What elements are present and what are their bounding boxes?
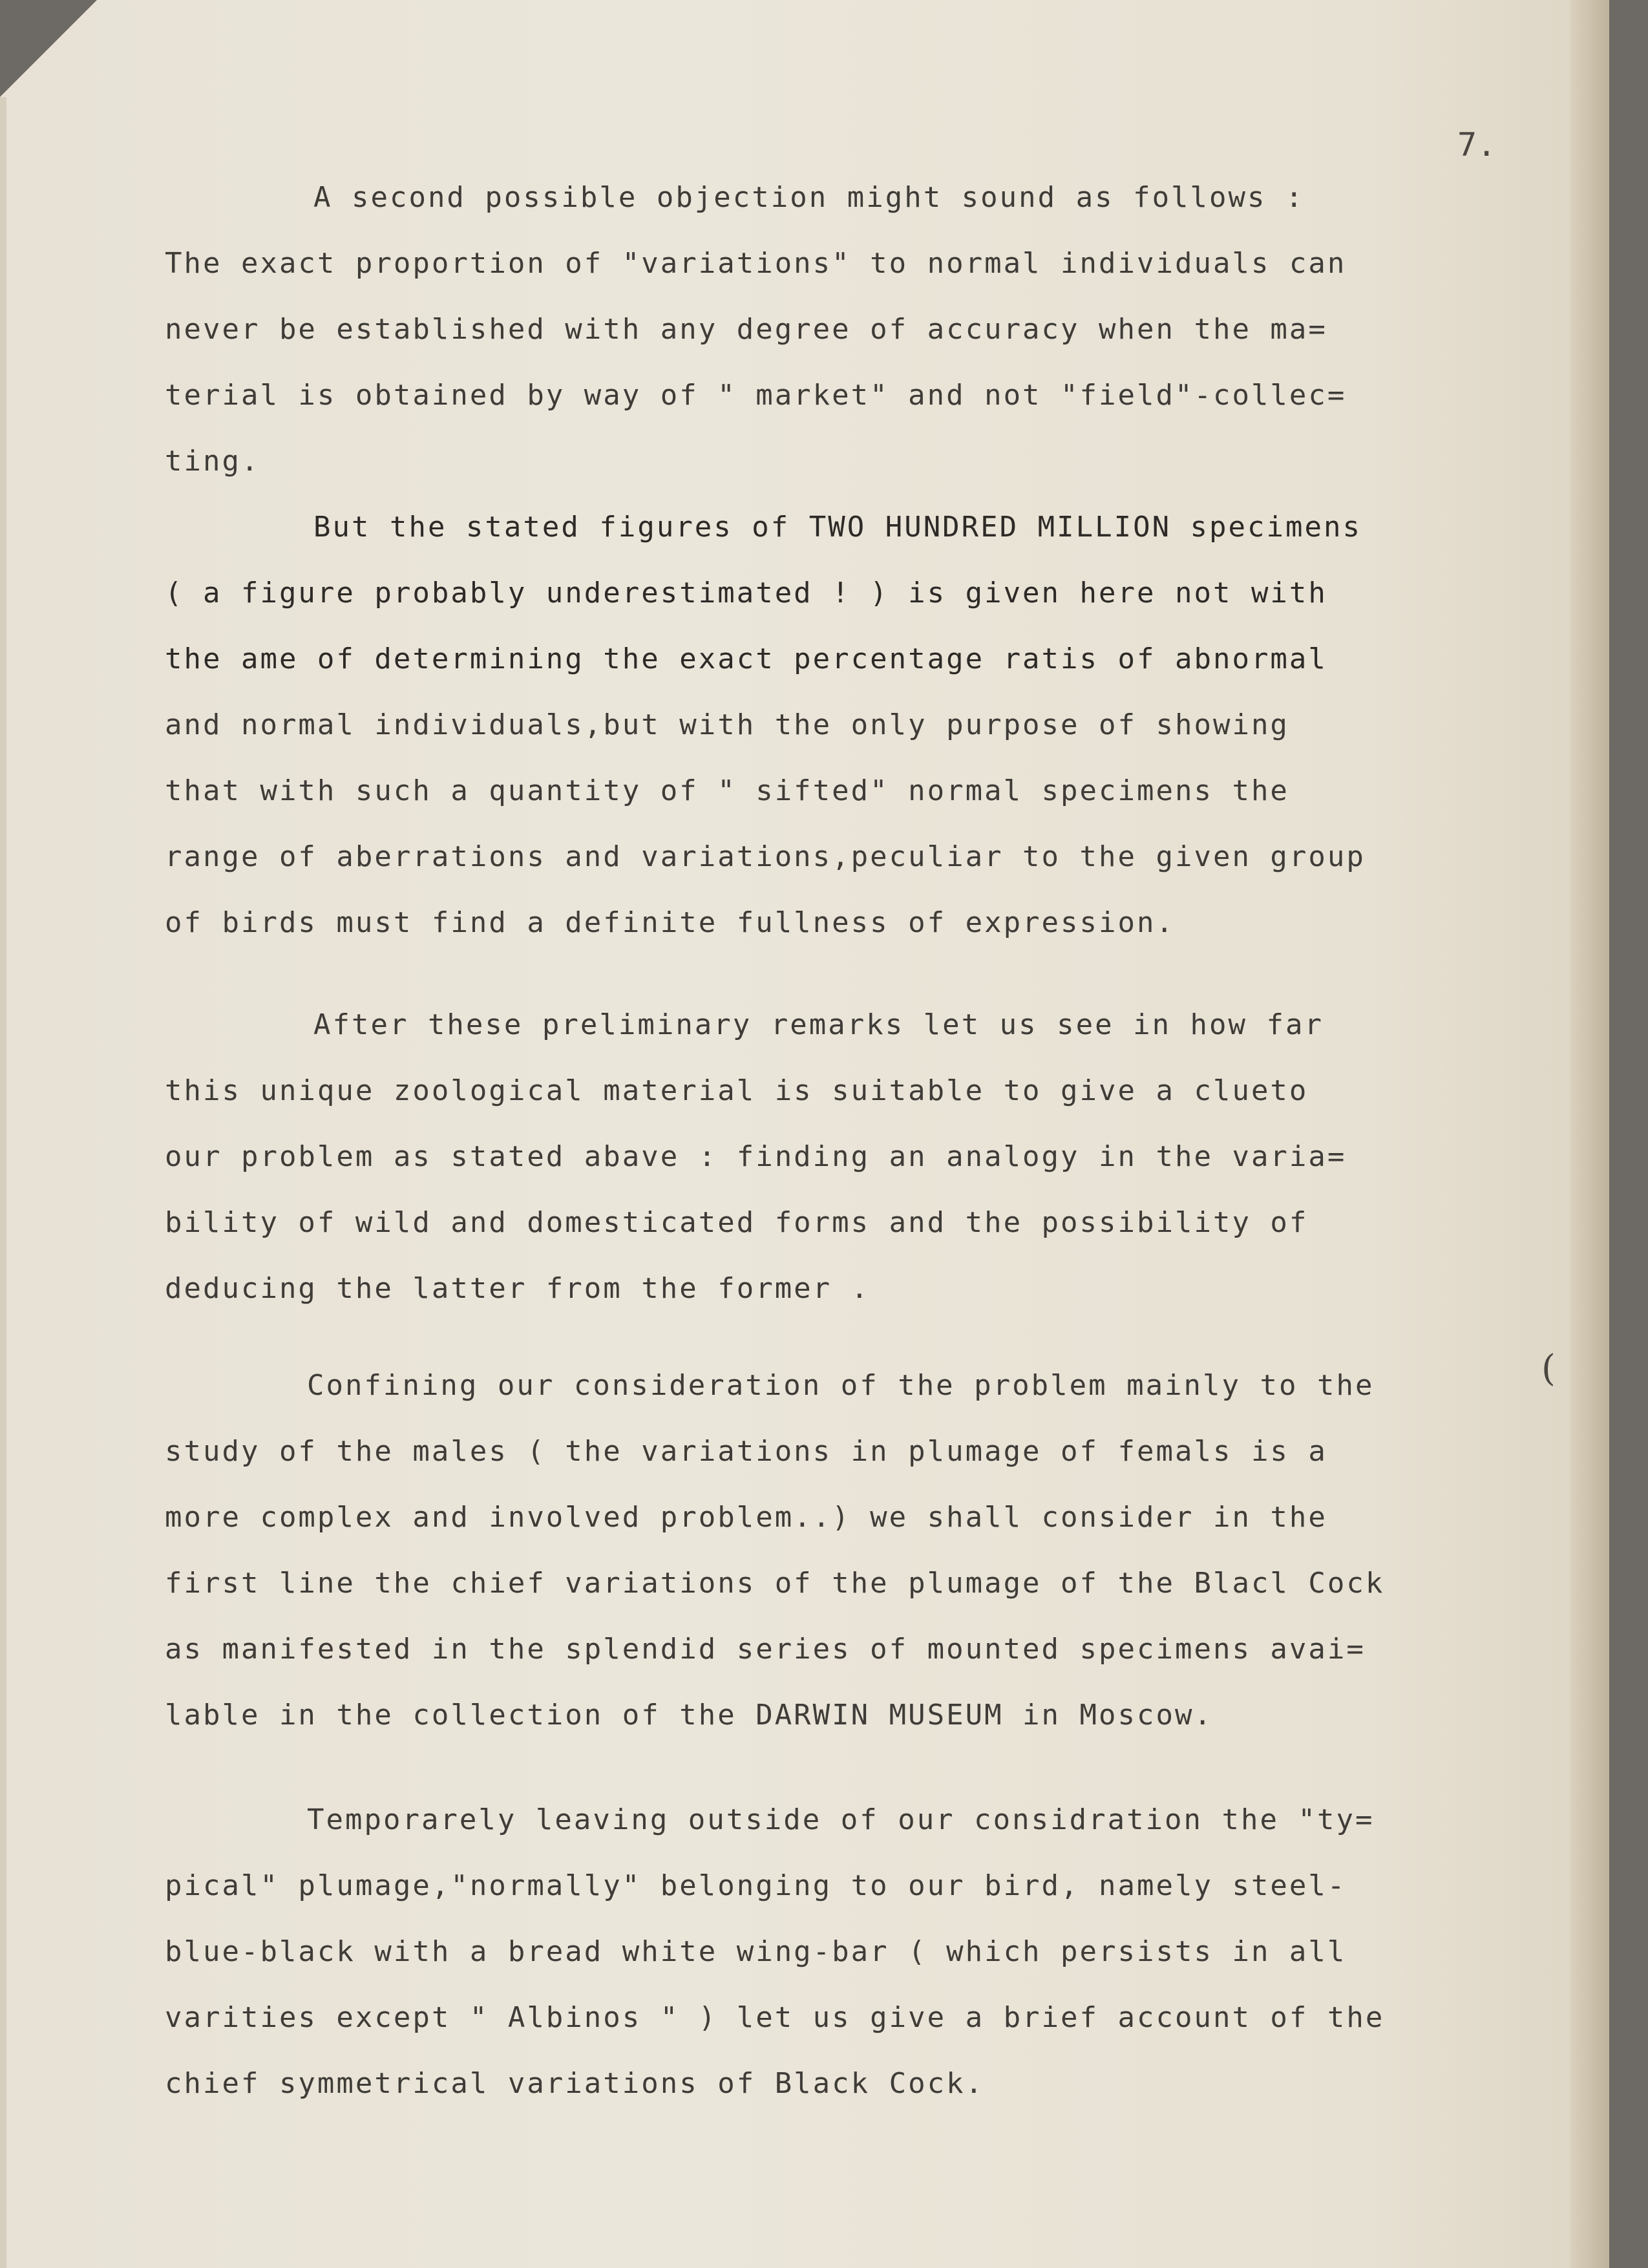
text-line: the ame of determining the exact percentage ratis of abnormal [165,642,1327,675]
text-line: Temporarely leaving outside of our considration the "ty= [307,1803,1375,1836]
text-line: But the stated figures of TWO HUNDRED MILLION specimens [313,511,1362,544]
text-line: our problem as stated abave : finding an analogy in the varia= [165,1140,1347,1173]
text-line: blue-black with a bread white wing-bar ( which persists in all [165,1935,1347,1968]
text-line: Confining our consideration of the problem mainly to the [307,1369,1375,1402]
text-line: as manifested in the splendid series of mounted specimens avai= [165,1633,1366,1666]
text-line: deducing the latter from the former . [165,1272,871,1305]
text-line: A second possible objection might sound as follows : [313,181,1305,214]
text-line: ting. [165,445,260,478]
text-line: this unique zoological material is suitable to give a clueto [165,1074,1309,1107]
text-line: terial is obtained by way of " market" and not "field"-collec= [165,379,1347,412]
text-line: that with such a quantity of " sifted" normal specimens the [165,774,1289,807]
text-line: and normal individuals,but with the only purpose of showing [165,708,1289,741]
text-line: lable in the collection of the DARWIN MUSEUM in Moscow. [165,1699,1213,1732]
text-line: never be established with any degree of accuracy when the ma= [165,313,1327,346]
text-line: After these preliminary remarks let us see in how far [313,1008,1324,1041]
text-line: first line the chief variations of the plumage of the Blacl Cock [165,1567,1385,1600]
text-line: pical" plumage,"normally" belonging to our bird, namely steel- [165,1869,1347,1902]
margin-mark: ( [1541,1348,1556,1390]
text-line: study of the males ( the variations in plumage of femals is a [165,1435,1327,1468]
text-line: range of aberrations and variations,peculiar to the given group [165,840,1366,873]
text-line: The exact proportion of "variations" to normal individuals can [165,247,1347,280]
text-line: varities except " Albinos " ) let us give a brief account of the [165,2001,1385,2034]
text-line: ( a figure probably underestimated ! ) is given here not with [165,577,1327,609]
text-line: chief symmetrical variations of Black Cock. [165,2067,985,2100]
text-line: of birds must find a definite fullness of expression. [165,906,1175,939]
text-line: bility of wild and domesticated forms and the possibility of [165,1206,1309,1239]
page-number: 7. [1457,126,1497,164]
text-line: more complex and involved problem..) we shall consider in the [165,1501,1327,1534]
